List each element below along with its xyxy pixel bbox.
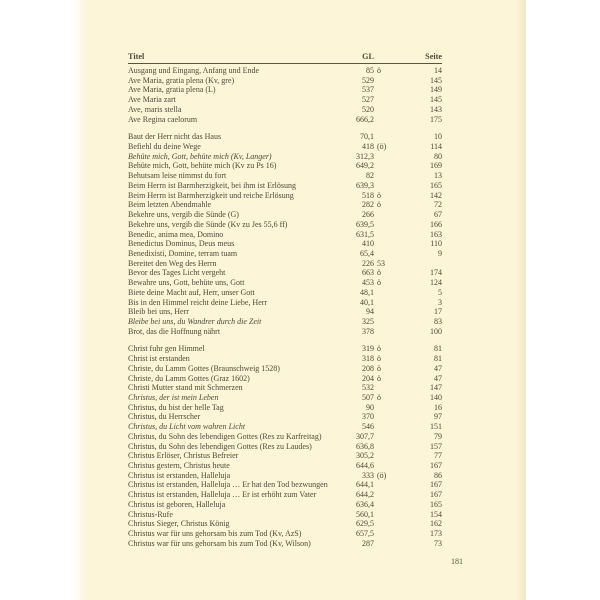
page-ref: 162 [430,519,442,529]
gl-suffix [374,220,396,230]
gl-number: 649,2 [356,161,374,171]
gl-number: 65,4 [360,248,374,258]
gl-suffix [374,85,396,95]
page-ref: 142 [430,190,442,200]
table-row [128,230,442,240]
gl-suffix: ö [377,393,381,402]
gl-suffix: ö [377,66,381,75]
page-ref: 110 [430,239,442,249]
page-ref: 163 [430,229,442,239]
song-title: Christus ist erstanden, Halleluja … Er hat den Tod bezwungen [128,480,328,490]
song-title: Christus, du Herrscher [128,412,201,422]
page-ref: 80 [434,151,442,161]
page-ref: 145 [430,95,442,105]
page-ref: 169 [430,161,442,171]
group-gap [128,124,442,132]
page-ref: 154 [430,509,442,519]
table-row [128,161,442,171]
gl-suffix: ö [377,278,381,288]
song-title: Ave Maria, gratia plena (Kv, gre) [128,75,235,85]
gl-number: 644,6 [356,461,374,471]
song-title: Christus ist geboren, Halleluja [128,499,226,509]
page-ref: 13 [434,171,442,181]
table-row [128,422,442,432]
page-ref: 175 [430,114,442,124]
index-table [128,52,442,549]
table-row [128,249,442,259]
gl-suffix [374,210,396,220]
gl-suffix [374,230,396,240]
gl-suffix: ö [377,373,381,383]
gl-suffix [374,239,396,249]
song-title: Benedictus Dominus, Deus meus [128,239,235,249]
gl-number: 370 [362,412,374,422]
song-title: Christi Mutter stand mit Schmerzen [128,383,243,393]
table-row [128,239,442,249]
song-title: Beim Herrn ist Barmherzigkeit, bei ihm ist Erlösung [128,180,296,190]
page-ref: 145 [430,75,442,85]
page-ref: 86 [434,470,442,480]
table-row [128,519,442,529]
gl-number: 537 [362,85,374,95]
table-row [128,403,442,413]
table-row [128,259,442,269]
page-ref: 47 [434,373,442,383]
gl-number: 639,5 [356,219,374,229]
song-title: Christus war für uns gehorsam bis zum Tod (Kv, Wilson) [128,538,311,548]
gl-number: 636,8 [356,441,374,451]
gl-number: 70,1 [360,132,374,142]
page-ref: 165 [430,180,442,190]
song-title: Brot, das die Hoffnung nährt [128,326,221,336]
table-row [128,461,442,471]
song-title: Ave, maris stella [128,104,182,114]
table-row [128,268,442,278]
gl-number: 644,1 [356,480,374,490]
page-ref: 81 [434,344,442,354]
gl-number: 663 [362,268,374,278]
table-row [128,451,442,461]
gl-suffix [374,307,396,317]
table-row [128,393,442,403]
song-title: Christus war für uns gehorsam bis zum Tod (Kv, AzS) [128,529,302,539]
gl-suffix [374,529,396,539]
page-ref: 100 [430,326,442,336]
page-ref: 165 [430,499,442,509]
table-row [128,480,442,490]
gl-suffix [374,161,396,171]
gl-suffix [374,490,396,500]
header-seite: Seite [425,52,442,61]
page-ref: 124 [430,278,442,288]
gl-number: 204 [362,373,374,383]
song-title: Christe, du Lamm Gottes (Braunschweig 1528) [128,363,280,373]
page-ref: 173 [430,529,442,539]
table-row [128,105,442,115]
gl-suffix: ö [377,268,381,278]
gl-number: 529 [362,75,374,85]
gl-suffix [374,132,396,142]
table-row [128,412,442,422]
song-title: Behüte mich, Gott, behüte mich (Kv zu Ps 16) [128,161,277,171]
song-title: Bereitet den Weg des Herrn [128,258,217,268]
gl-suffix [374,451,396,461]
table-row [128,327,442,337]
gl-number: 319 [362,344,374,354]
header-gl: GL [362,52,374,61]
gl-number: 657,5 [356,529,374,539]
song-title: Baut der Herr nicht das Haus [128,132,222,142]
page-ref: 10 [434,132,442,142]
page-ref [396,259,442,269]
page-ref: 5 [438,287,442,297]
page-ref: 72 [434,200,442,210]
page-ref: 47 [434,363,442,373]
gl-suffix: ö [377,363,381,373]
folio-page-number: 181 [451,557,463,566]
gl-suffix [374,519,396,529]
gl-suffix [374,442,396,452]
song-title: Bleibe bei uns, du Wandrer durch die Zeit [128,316,262,326]
table-row [128,288,442,298]
song-title: Biete deine Macht auf, Herr, unser Gott [128,287,255,297]
page-ref: 151 [430,422,442,432]
gl-number: 90 [366,402,374,412]
page-ref: 157 [430,441,442,451]
song-title: Bevor des Tages Licht vergeht [128,268,226,278]
page-ref: 174 [430,268,442,278]
table-row [128,171,442,181]
song-title: Befiehl du deine Wege [128,142,201,152]
gl-suffix: (ö) [377,470,387,480]
song-title: Bewahre uns, Gott, behüte uns, Gott [128,278,245,288]
gl-suffix [374,171,396,181]
song-title: Bis in den Himmel reicht deine Liebe, Herr [128,297,268,307]
page-ref: 3 [438,297,442,307]
song-title: Christus, du Sohn des lebendigen Gottes (Res zu Laudes) [128,441,312,451]
gl-number: 40,1 [360,297,374,307]
page-ref: 143 [430,104,442,114]
gl-suffix [374,288,396,298]
gl-suffix: ö [377,190,381,200]
table-row [128,344,442,354]
table-row [128,115,442,125]
table-row [128,383,442,393]
gl-suffix: ö [377,354,381,364]
gl-suffix [374,480,396,490]
gl-suffix [374,317,396,327]
gl-suffix [374,461,396,471]
song-title: Christ ist erstanden [128,354,190,364]
table-row [128,529,442,539]
gl-number: 639,3 [356,180,374,190]
gl-suffix [374,152,396,162]
table-row [128,471,442,481]
song-title: Behutsam leise nimmst du fort [128,171,227,181]
group-gap [128,336,442,344]
gl-number: 226 [362,258,374,268]
page-ref: 167 [430,490,442,500]
gl-suffix: 53 [377,258,385,268]
table-row [128,432,442,442]
song-title: Bleib bei uns, Herr [128,307,189,317]
table-row [128,354,442,364]
gl-number: 527 [362,95,374,105]
gl-number: 532 [362,383,374,393]
song-title: Christus ist erstanden, Halleluja [128,470,231,480]
table-row [128,95,442,105]
gl-number: 82 [366,171,374,181]
table-row [128,200,442,210]
gl-suffix [374,298,396,308]
gl-suffix [374,105,396,115]
gl-number: 378 [362,326,374,336]
gl-number: 631,5 [356,229,374,239]
table-row [128,210,442,220]
gl-suffix [374,327,396,337]
gl-suffix [374,539,396,549]
table-row [128,364,442,374]
page-ref: 97 [434,412,442,422]
song-title: Benedic, anima mea, Domino [128,229,224,239]
gl-suffix: ö [377,200,381,210]
gl-suffix [374,412,396,422]
gl-suffix [374,181,396,191]
gl-number: 305,2 [356,451,374,461]
table-row [128,152,442,162]
page-ref: 166 [430,219,442,229]
gl-number: 266 [362,210,374,220]
table-row [128,500,442,510]
song-title: Christus-Rufe [128,509,173,519]
song-title: Christe, du Lamm Gottes (Graz 1602) [128,373,250,383]
table-row [128,539,442,549]
song-title: Christ fuhr gen Himmel [128,344,205,354]
song-title: Christus, du Licht vom wahren Licht [128,422,246,432]
gl-suffix [374,500,396,510]
header-titel: Titel [128,52,145,61]
gl-number: 85 [366,66,374,75]
gl-number: 94 [366,307,374,317]
gl-number: 318 [362,354,374,364]
page-ref: 67 [434,210,442,220]
page-ref: 140 [430,393,442,402]
gl-number: 629,5 [356,519,374,529]
gl-number: 48,1 [360,287,374,297]
book-page [74,0,526,600]
gl-number: 333 [362,470,374,480]
song-title: Christus, du Sohn des lebendigen Gottes (Res zu Karfreitag) [128,431,322,441]
table-row [128,132,442,142]
page-ref: 9 [438,248,442,258]
table-row [128,307,442,317]
song-title: Benedixisti, Domine, terram tuam [128,248,238,258]
gl-number: 453 [362,278,374,288]
gl-suffix: (ö) [377,142,387,152]
page-ref: 114 [430,142,442,152]
page-ref: 167 [430,461,442,471]
gl-number: 644,2 [356,490,374,500]
page-ref: 73 [434,538,442,548]
gl-number: 282 [362,200,374,210]
gl-number: 666,2 [356,114,374,124]
table-row [128,191,442,201]
gl-suffix [374,432,396,442]
page-ref: 147 [430,383,442,393]
gl-number: 325 [362,316,374,326]
table-row [128,220,442,230]
song-title: Ave Regina caelorum [128,114,198,124]
table-row [128,317,442,327]
song-title: Beim letzten Abendmahle [128,200,212,210]
gl-number: 507 [362,393,374,402]
song-title: Christus, du bist der helle Tag [128,402,224,412]
page-ref: 79 [434,431,442,441]
gl-suffix [374,76,396,86]
song-title: Bekehre uns, vergib die Sünde (G) [128,210,239,220]
gl-number: 636,4 [356,499,374,509]
page-ref: 16 [434,402,442,412]
song-title: Behüte mich, Gott, behüte mich (Kv, Langer) [128,151,272,161]
song-title: Christus gestern, Christus heute [128,461,230,471]
gl-number: 208 [362,363,374,373]
gl-suffix [374,95,396,105]
gl-number: 520 [362,104,374,114]
page-ref: 167 [430,480,442,490]
song-title: Ave Maria zart [128,95,176,105]
song-title: Bekehre uns, vergib die Sünde (Kv zu Jes 55,6 ff) [128,219,288,229]
page-ref: 83 [434,316,442,326]
table-row [128,510,442,520]
table-row [128,374,442,384]
gl-suffix: ö [377,344,381,354]
gl-number: 546 [362,422,374,432]
table-body [128,66,442,549]
song-title: Beim Herrn ist Barmherzigkeit und reiche Erlösung [128,190,294,200]
table-row [128,142,442,152]
table-row [128,66,442,76]
gl-number: 312,3 [356,151,374,161]
table-row [128,181,442,191]
page-ref: 149 [430,85,442,95]
song-title: Ave Maria, gratia plena (L) [128,85,216,95]
gl-suffix [374,383,396,393]
song-title: Christus Erlöser, Christus Befreier [128,451,239,461]
gl-suffix [374,403,396,413]
gl-suffix [374,510,396,520]
gl-number: 307,7 [356,431,374,441]
song-title: Christus ist erstanden, Halleluja … Er ist erhöht zum Vater [128,490,317,500]
table-row [128,298,442,308]
page-ref: 77 [434,451,442,461]
gl-number: 560,1 [356,509,374,519]
table-row [128,490,442,500]
table-header [128,52,442,64]
song-title: Christus, der ist mein Leben [128,393,219,402]
page-ref: 81 [434,354,442,364]
page-ref: 17 [434,307,442,317]
table-row [128,76,442,86]
page-ref: 14 [434,66,442,75]
gl-suffix [374,422,396,432]
table-row [128,442,442,452]
gl-number: 518 [362,190,374,200]
gl-number: 418 [362,142,374,152]
gl-suffix [374,115,396,125]
table-row [128,278,442,288]
gl-number: 410 [362,239,374,249]
song-title: Christus Sieger, Christus König [128,519,230,529]
song-title: Ausgang und Eingang, Anfang und Ende [128,66,260,75]
gl-suffix [374,249,396,259]
table-row [128,85,442,95]
gl-number: 287 [362,538,374,548]
